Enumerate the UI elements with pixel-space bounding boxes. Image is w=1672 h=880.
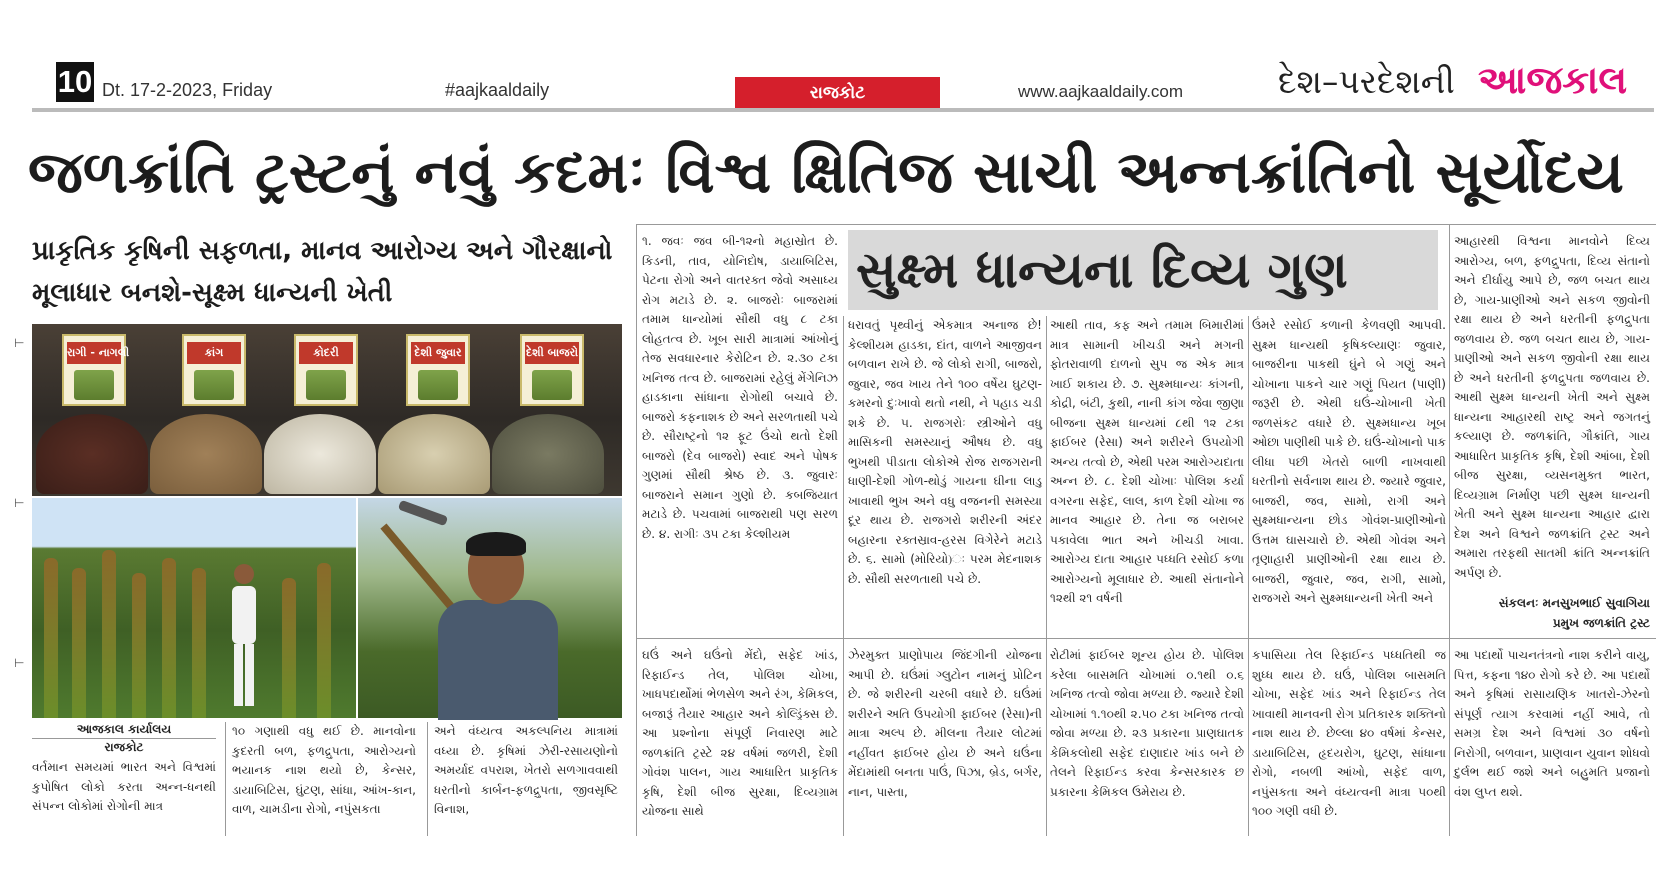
pack-label: કાંગ <box>187 342 241 364</box>
photo-millet-packs <box>32 324 622 496</box>
article-column-3: અને વંધ્યત્વ અકલ્પનિય માત્રામાં વધ્યા છે. કૃષિમાં ઝેરી-રસાયણોનો અમર્યાદ વપરાશ, ખેતરો સળગાવવાથી ધરતીનો કાર્બન-ફળદ્રુપતા, જીવસૃષ્ટિ વિનાશ, <box>434 724 618 816</box>
farmer-figure <box>224 560 264 710</box>
millet-stalk <box>102 550 116 718</box>
article-column-4: ઘઉં અને ઘઉંનો મેંદો, સફેદ ખાંડ, રિફાઈન્ડ તેલ, પોલિશ ચોખા, ખાધપદાર્થોમાં ભેળસેળ અને રંગ, કેમિકલ, બજારૂં તૈયાર આહાર અને કોલ્ડ્રિંક્સ છે. આ પ્રશ્નોના સંપૂર્ણ નિવારણ માટે જળક્રાંતિ ટ્રસ્ટે ૨૪ વર્ષમાં જળરી, દેશી ગોવંશ પાલન, ગાય આધારિત પ્રાકૃતિક કૃષિ, દેશી બીજ સુરક્ષા, દિવ્યગ્રામ યોજના સાથે <box>642 648 838 818</box>
pickaxe-head <box>398 500 448 526</box>
grain-bowl <box>492 414 604 494</box>
box-column-3: આથી તાવ, કફ અને તમામ બિમારીમાં માત્ર સામાની ખીચડી અને મગની ફોતરાવાળી દાળનો સુપ જ એક માત્ર ખાઈ શકાય છે. ૭. સુક્ષ્મધાન્યઃ કાંગની, કોદ્રી, બંટી, કુથી, નાની કાંગ જેવા જીણા બીજના સુક્ષ્મ ધાન્યમાં ૮થી ૧૨ ટકા ફાઈબર (રેસા) અને શરીરને ઉપયોગી અન્ય તત્વો છે, એથી પરમ આરોગ્યદાતા અન્ન છે. ૮. દેશી ચોખાઃ પોલિશ કર્યા વગરના સફેદ, લાલ, કાળ દેશી ચોખા જ માનવ આહાર છે. તેના જ બરાબર પકાવેલા ભાત અને ખીચડી ખાવા. આરોગ્ય દાતા આહાર પધ્ધતિ રસોઈ કળા આરોગ્યનો મૂલાધાર છે. આથી સંતાનોને ૧૨થી ૨૧ વર્ષની <box>1050 318 1244 605</box>
sub-headline: પ્રાકૃતિક કૃષિની સફળતા, માનવ આરોગ્ય અને ગૌરક્ષાનો મૂલાધાર બનશે-સૂક્ષ્મ ધાન્યની ખેતી <box>32 236 613 308</box>
pack-plant-image <box>74 370 114 400</box>
pack-label: રાગી - નાગલી <box>67 342 121 364</box>
header-rule <box>32 108 1654 112</box>
grain-bowl <box>264 414 376 494</box>
compiler-title: પ્રમુખ જળક્રાંતિ ટ્રસ્ટ <box>1552 616 1650 630</box>
registration-mark: ⊢ <box>14 496 25 510</box>
main-headline: જળક્રાંતિ ટ્રસ્ટનું નવું કદમઃ વિશ્વ ક્ષિતિજ સાચી અન્નક્રાંતિનો સૂર્યોદય <box>28 138 1624 206</box>
photo-farmer-pickaxe <box>358 498 622 718</box>
pack-plant-image <box>194 370 234 400</box>
millet-stalk <box>192 568 206 718</box>
millet-pack <box>406 334 470 406</box>
pack-plant-image <box>532 370 572 400</box>
pack-label: દેશી બાજરો <box>525 342 579 364</box>
millet-stalk <box>317 563 331 718</box>
article-column-8: આ પદાર્થો પાચનતંત્રનો નાશ કરીને વાયુ, પિત્ત, કફના ૧૪૦ રોગો કરે છે. આ પદાર્થો અને કૃષિમાં રાસાયણિક ખાતરો-ઝેરનો સંપૂર્ણ ત્યાગ કરવામાં નહીં આવે, તો સમગ્ર દેશ અને વિશ્વમાં ૩૦ વર્ષનો નિરોગી, બળવાન, પ્રાણવાન યુવાન શોધવો દુર્લભ થઈ જશે અને બહુમતિ પ્રજાનો વંશ લુપ્ત થશે. <box>1454 648 1650 799</box>
millet-stalk <box>72 568 86 718</box>
pack-label: દેશી જુવાર <box>411 342 465 364</box>
millet-stalk <box>282 578 296 718</box>
article-column-5: ઝેરમુક્ત પ્રાણોપાય જિંદગીની યોજના આપી છે. ઘઉંમાં ગ્લુટોન નામનું પ્રોટિન છે. જે શરીરની ચરબી વધારે છે. ઘઉંમાં શરીરને અતિ ઉપયોગી ફાઈબર (રેસા)ની માત્રા અલ્પ છે. મીલના તૈયાર લોટમાં નહીંવત ફાઈબર હોય છે અને ઘઉંના મેંદામાંથી બનતા પાઉં, પિઝા, બ્રેડ, બર્ગર, નાન, પાસ્તા, <box>848 648 1042 799</box>
masthead-logo: આજકાલ <box>1478 58 1628 102</box>
masthead-prefix: દેશ–પરદેશની <box>1278 62 1455 101</box>
box-top-rule <box>636 224 1656 225</box>
byline-city: રાજકોટ <box>104 740 144 754</box>
box-column-1: ૧. જવઃ જવ બી-૧૨નો મહાસ્રોત છે. કિડની, તાવ, યોનિદોષ, ડાયાબિટિસ, પેટના રોગો અને વાતરક્ત જેવો અસાધ્ય રોગ મટાડે છે. ૨. બાજરોઃ બાજરામાં તમામ ધાન્યોમાં સૌથી વધુ ૮ ટકા લોહતત્વ છે. ખૂબ સારી માત્રામાં આંખોનું તેજ સવધારનાર કેરોટિન છે. ૨.૩૦ ટકા ખનિજ તત્વ છે. બાજરામાં રહેલું મેંગેનિઝ હાડકાના સાંધાના રોગોથી બચાવે છે. બાજરો કફનાશક છે અને સરળતાથી પચે છે. સૌરાષ્ટ્રનો ૧૨ ફૂટ ઉંચો થતો દેશી બાજરો (દેવ બાજરો) સ્વાદ અને પોષક ગુણમાં સૌથી શ્રેષ્ઠ છે. ૩. જુવારઃ બાજરાને સમાન ગુણો છે. કબજિયાત મટાડે છે. પચવામાં બાજરાથી પણ સરળ છે. ૪. રાગીઃ ૩૫ ટકા કેલ્શીયમ <box>642 234 838 541</box>
byline-office: આજકાલ કાર્યાલય <box>76 722 172 736</box>
box-headline: સુક્ષ્મ ધાન્યના દિવ્ય ગુણ <box>848 230 1438 310</box>
article-column-1: વર્તમાન સમયમાં ભારત અને વિશ્વમાં કુપોષિત લોકો કરતા અન્ન-ધનથી સંપન્ન લોકોમાં રોગોની માત્ર <box>32 760 216 813</box>
article-column-6: રોટીમાં ફાઈબર શૂન્ય હોય છે. પોલિશ કરેલા બાસમતિ ચોખામાં ૦.૧થી ૦.૬ ખનિજ તત્વો જોવા મળ્યા છે. જ્યારે દેશી ચોખામાં ૧.૧૦થી ૨.૫૦ ટકા ખનિજ તત્વો જોવા મળ્યા છે. ૨૩ પ્રકારના પ્રાણઘાતક કેમિકલોથી સફેદ દાણાદાર ખાંડ બને છે તેલને રિફાઈન્ડ કરવા કેન્સરકારક છ પ્રકારના કેમિકલ ઉમેરાય છે. <box>1050 648 1244 799</box>
millet-pack <box>520 334 584 406</box>
pack-label: કોદરી <box>299 342 353 364</box>
registration-mark: ⊢ <box>14 336 25 350</box>
article-column-7: કપાસિયા તેલ રિફાઈન્ડ પધ્ધતિથી જ શુધ્ધ થાય છે. ઘઉં, પોલિશ બાસમતિ ચોખા, સફેદ ખાંડ અને રિફાઈન્ડ તેલ ખાવાથી માનવની રોગ પ્રતિકારક શક્તિનો નાશ થાય છે. છેલ્લા ૪૦ વર્ષમાં કેન્સર, ડાયાબિટિસ, હૃદયરોગ, ઘુટણ, સાંધાના રોગો, નબળી આંખો, સફેદ વાળ, નપુંસકતા અને વંધ્યત્વની માત્રા ૫૦થી ૧૦૦ ગણી વધી છે. <box>1252 648 1446 818</box>
millet-stalk <box>132 573 146 718</box>
millet-pack <box>182 334 246 406</box>
pack-plant-image <box>306 370 346 400</box>
photo-millet-field <box>32 498 356 718</box>
date-line: Dt. 17-2-2023, Friday <box>102 80 273 100</box>
millet-stalk <box>162 558 176 718</box>
column-rule <box>427 722 428 836</box>
compiler-name: સંકલનઃ મનસુખભાઈ સુવાગિયા <box>1498 596 1650 610</box>
website-url: www.aajkaaldaily.com <box>1018 82 1184 101</box>
grain-bowl <box>36 414 148 494</box>
box-column-5: આહારથી વિશ્વના માનવોને દિવ્ય આરોગ્ય, બળ, ફળદ્રુપતા, દિવ્ય સંતાનો અને દીર્ઘાયુ આપે છે, જળ બચત થાય છે, ગાય-પ્રાણીઓ અને સકળ જીવોની રક્ષા થાય છે અને ધરતીની ફળદ્રુપતા જળવાય છે. જળ બચત થાય છે, ગાય-પ્રાણીઓ અને સકળ જીવોની રક્ષા થાય છે અને ધરતીની ફળદ્રુપતા જળવાય છે. આથી સુક્ષ્મ ધાન્યની ખેતી અને સુક્ષ્મ ધાન્યના આહારથી રાષ્ટ્ર અને જગતનું કલ્યાણ છે. જળક્રાંતિ, ગૌક્રાંતિ, ગાય આધારિત પ્રાકૃતિક કૃષિ, દેશી આંબા, દેશી બીજ સુરક્ષા, વ્યસનમુક્ત ભારત, દિવ્યગ્રામ નિર્માણ પછી સુક્ષ્મ ધાન્યની ખેતી અને સુક્ષ્મ ધાન્યના આહાર દ્વારા દેશ અને વિશ્વને જળક્રાંતિ ટ્રસ્ટ અને અમારા તરફથી સાતમી ક્રાંતિ અન્નક્રાંતિ અર્પણ છે. <box>1454 234 1650 580</box>
farmer-shirt <box>438 600 558 720</box>
column-rule <box>843 316 844 836</box>
pack-plant-image <box>418 370 458 400</box>
column-rule <box>225 722 226 836</box>
millet-stalk <box>44 558 58 718</box>
farmer-hair <box>466 532 526 556</box>
article-column-2: ૧૦ ગણાથી વધુ થઈ છે. માનવોના કુદરતી બળ, ફળદ્રુપતા, આરોગ્યનો ભયાનક નાશ થયો છે, કેન્સર, ડાયાબિટિસ, ઘુંટણ, સાંધા, આંખ-કાન, વાળ, ચામડીના રોગો, નપુંસકતા <box>232 724 416 816</box>
box-column-2: ધરાવતું પૃથ્વીનું એકમાત્ર અનાજ છે! કેલ્શીયમ હાડકા, દાંત, વાળને આજીવન બળવાન રાખે છે. જે લોકો રાગી, બાજરો, જુવાર, જવ ખાય તેને ૧૦૦ વર્ષેય ઘુટણ-કમરનો દુઃખાવો થતો નથી, ને પહાડ ચડી શકે છે. ૫. રાજગરોઃ સ્ત્રીઓને વધુ માસિકની સમસ્યાનું ઔષધ છે. વધુ ભુખથી પીડાતા લોકોએ રોજ રાજગરાની ધાણી-દેશી ગોળ-થોડું ગાયના ઘીના લાડુ ખાવાથી ભુખ અને વધુ વજનની સમસ્યા દૂર થાય છે. રાજગરો શરીરની અંદર બહારના રક્તસ્રાવ-હરસ વિગેરેને મટાડે છે. ૬. સામો (મોરિયો)ઃ પરમ મેદનાશક છે. સૌથી સરળતાથી પચે છે. <box>848 318 1042 586</box>
column-rule <box>636 224 637 836</box>
hashtag: #aajkaaldaily <box>445 80 550 100</box>
box-column-4: ઉંમરે રસોઈ કળાની કેળવણી આપવી. સુક્ષ્મ ધાન્યથી કૃષિકલ્યાણઃ જુવાર, બાજરીના પાકથી ઘુંને બે ગણું અને ચોખાના પાકને ચાર ગણું પિયત (પાણી) જરૂરી છે. એથી ઘઉં-ચોખાની ખેતી જળસંકટ વધારે છે. સુક્ષ્મધાન્ય ખૂબ ઓછા પાણીથી પાકે છે. ઘઉં-ચોખાનો પાક લીધા પછી ખેતરો બાળી નાખવાથી ધરતીનો સર્વનાશ થાય છે. જ્યારે જુવાર, બાજરી, જવ, સામો, રાગી અને સુક્ષ્મધાન્યના છોડ ગોવંશ-પ્રાણીઓનો ઉત્તમ ઘાસચારો છે. એથી ગોવંશ અને તૃણાહારી પ્રાણીઓની રક્ષા થાય છે. બાજરી, જુવાર, જવ, રાગી, સામો, રાજગરો અને સુક્ષ્મધાન્યની ખેતી અને <box>1252 318 1446 605</box>
millet-pack <box>294 334 358 406</box>
box-bottom-rule <box>636 638 1656 639</box>
column-rule <box>1449 224 1450 836</box>
grain-bowl <box>378 414 490 494</box>
grain-bowl <box>150 414 262 494</box>
column-rule <box>1046 316 1047 836</box>
column-rule <box>1248 316 1249 836</box>
registration-mark: ⊢ <box>14 656 25 670</box>
page-number: 10 <box>56 62 94 102</box>
byline-rule <box>32 738 216 739</box>
millet-pack <box>62 334 130 406</box>
city-tab: રાજકોટ <box>735 77 940 109</box>
